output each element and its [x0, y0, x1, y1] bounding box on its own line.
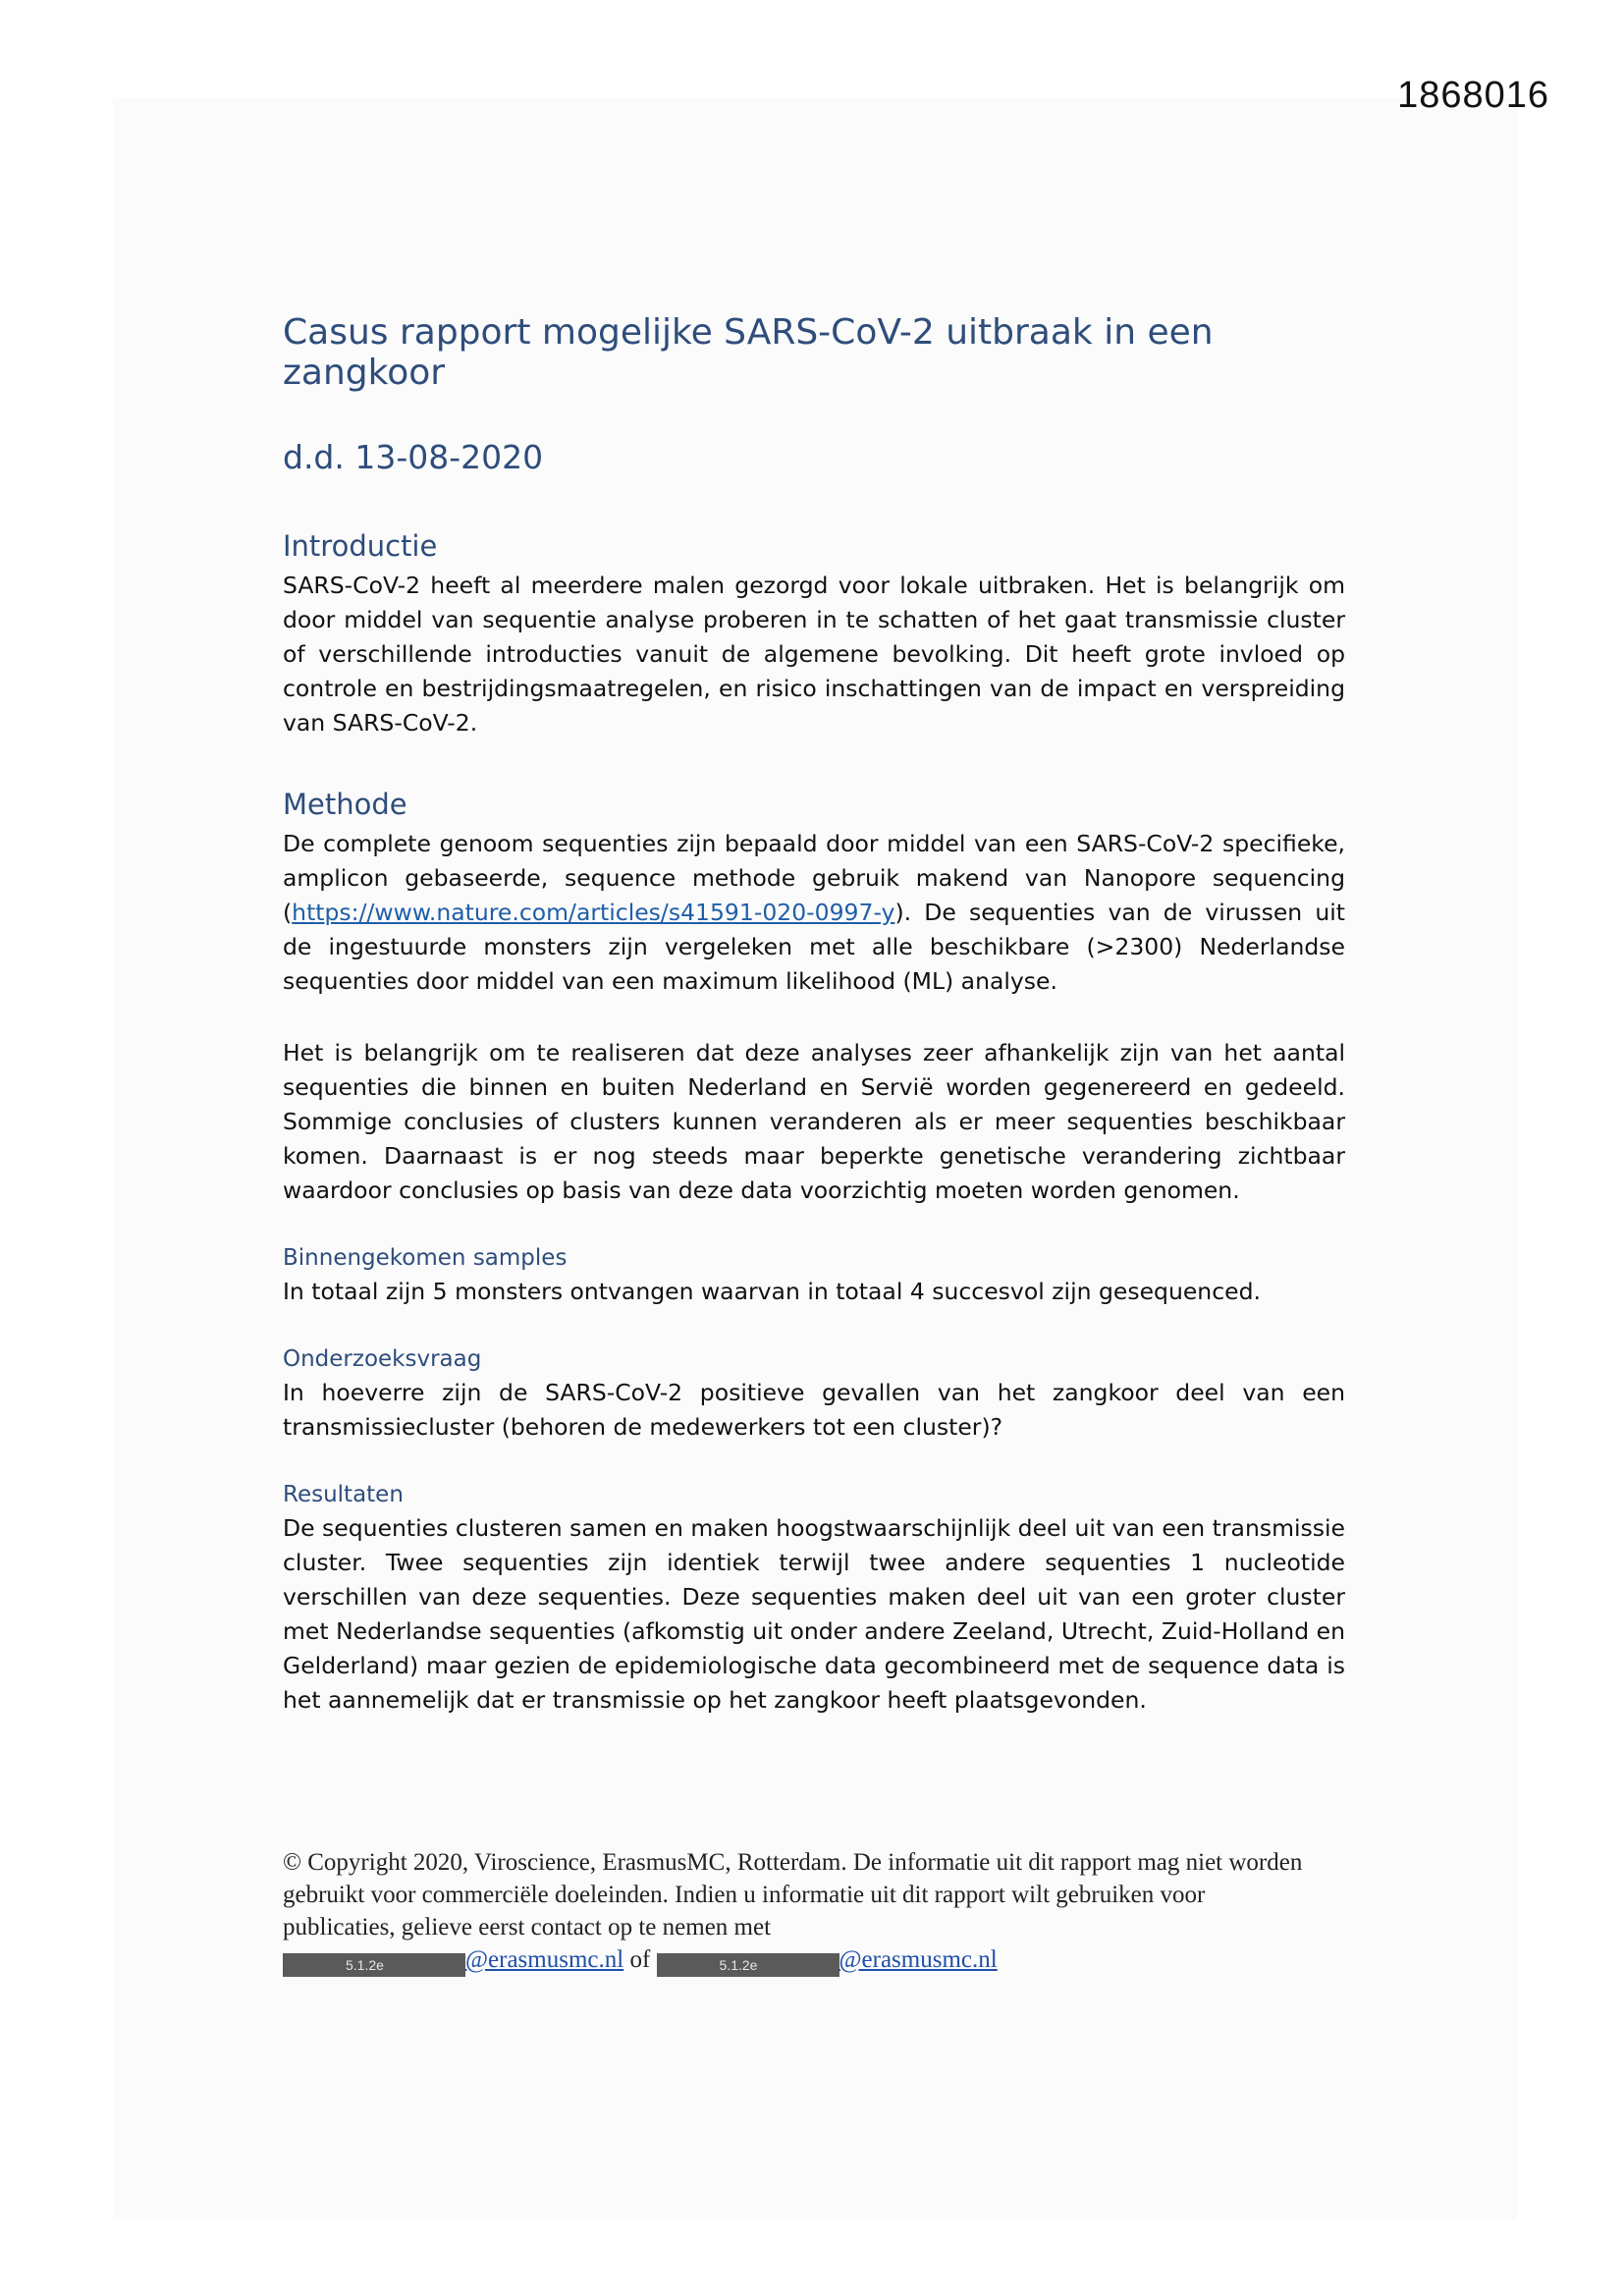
method-text-start: De complete genoom sequenties zijn bepaald door middel van een SARS-CoV-2 specifieke, amplicon gebaseerde, sequence methode gebruik makend van Nanopore sequencing (: [283, 830, 1345, 926]
question-text: In hoeverre zijn de SARS-CoV-2 positieve gevallen van het zangkoor deel van een transmissiecluster (behoren de medewerkers tot een cluster)?: [283, 1379, 1345, 1441]
redacted-name-2: 5.1.2e: [657, 1953, 839, 1977]
method-caveat-text: Het is belangrijk om te realiseren dat deze analyses zeer afhankelijk zijn van het aantal sequenties die binnen en buiten Nederland en Servië worden gegenereerd en gedeeld. Sommige conclusies of clusters kunnen veranderen als er meer sequenties beschikbaar komen. Daarnaast is er nog steeds maar beperkte genetische verandering zichtbaar waardoor conclusies op basis van deze data voorzichtig moeten worden genomen.: [283, 1039, 1345, 1204]
document-id: 1868016: [1397, 75, 1549, 116]
copyright-footer: [283, 1846, 1324, 1977]
samples-heading: Binnengekomen samples: [283, 1245, 568, 1271]
report-title: Casus rapport mogelijke SARS-CoV-2 uitbraak in een zangkoor: [283, 312, 1214, 393]
contact-line: [283, 1943, 1324, 1977]
contact-connector: of: [629, 1946, 651, 1973]
method-heading: Methode: [283, 788, 407, 821]
method-text-end: ). De sequenties van de virussen uit de ingestuurde monsters zijn vergeleken met alle beschikbare (>2300) Nederlandse sequenties door middel van een maximum likelihood (ML) analyse.: [283, 899, 1345, 995]
method-text: [283, 827, 1345, 999]
report-date: d.d. 13-08-2020: [283, 438, 544, 476]
results-text: De sequenties clusteren samen en maken hoogstwaarschijnlijk deel uit van een transmissie cluster. Twee sequenties zijn identiek terwijl twee andere sequenties 1 nucleotide verschillen van deze sequenties. Deze sequenties maken deel uit van een groter cluster met Nederlandse sequenties (afkomstig uit onder andere Zeeland, Utrecht, Zuid-Holland en Gelderland) maar gezien de epidemiologische data gecombineerd met de sequence data is het aannemelijk dat er transmissie op het zangkoor heeft plaatsgevonden.: [283, 1514, 1345, 1714]
report-body: [283, 312, 1345, 1718]
nature-article-link[interactable]: https://www.nature.com/articles/s41591-020-0997-y: [292, 899, 895, 926]
copyright-text: © Copyright 2020, Viroscience, ErasmusMC, Rotterdam. De informatie uit dit rapport mag niet worden gebruikt voor commerciële doeleinden. Indien u informatie uit dit rapport wilt gebruiken voor publicaties, gelieve eerst contact op te nemen met: [283, 1849, 1303, 1941]
email-link-2[interactable]: @erasmusmc.nl: [839, 1946, 998, 1973]
samples-text: In totaal zijn 5 monsters ontvangen waarvan in totaal 4 succesvol zijn gesequenced.: [283, 1278, 1261, 1305]
intro-text: SARS-CoV-2 heeft al meerdere malen gezorgd voor lokale uitbraken. Het is belangrijk om door middel van sequentie analyse proberen in te schatten of het gaat transmissie cluster of verschillende introducties vanuit de algemene bevolking. Dit heeft grote invloed op controle en bestrijdingsmaatregelen, en risico inschattingen van de impact en verspreiding van SARS-CoV-2.: [283, 572, 1345, 737]
question-heading: Onderzoeksvraag: [283, 1346, 482, 1372]
results-heading: Resultaten: [283, 1482, 404, 1507]
email-link-1[interactable]: @erasmusmc.nl: [465, 1946, 624, 1973]
intro-heading: Introductie: [283, 529, 438, 563]
redacted-name-1: 5.1.2e: [283, 1953, 465, 1977]
